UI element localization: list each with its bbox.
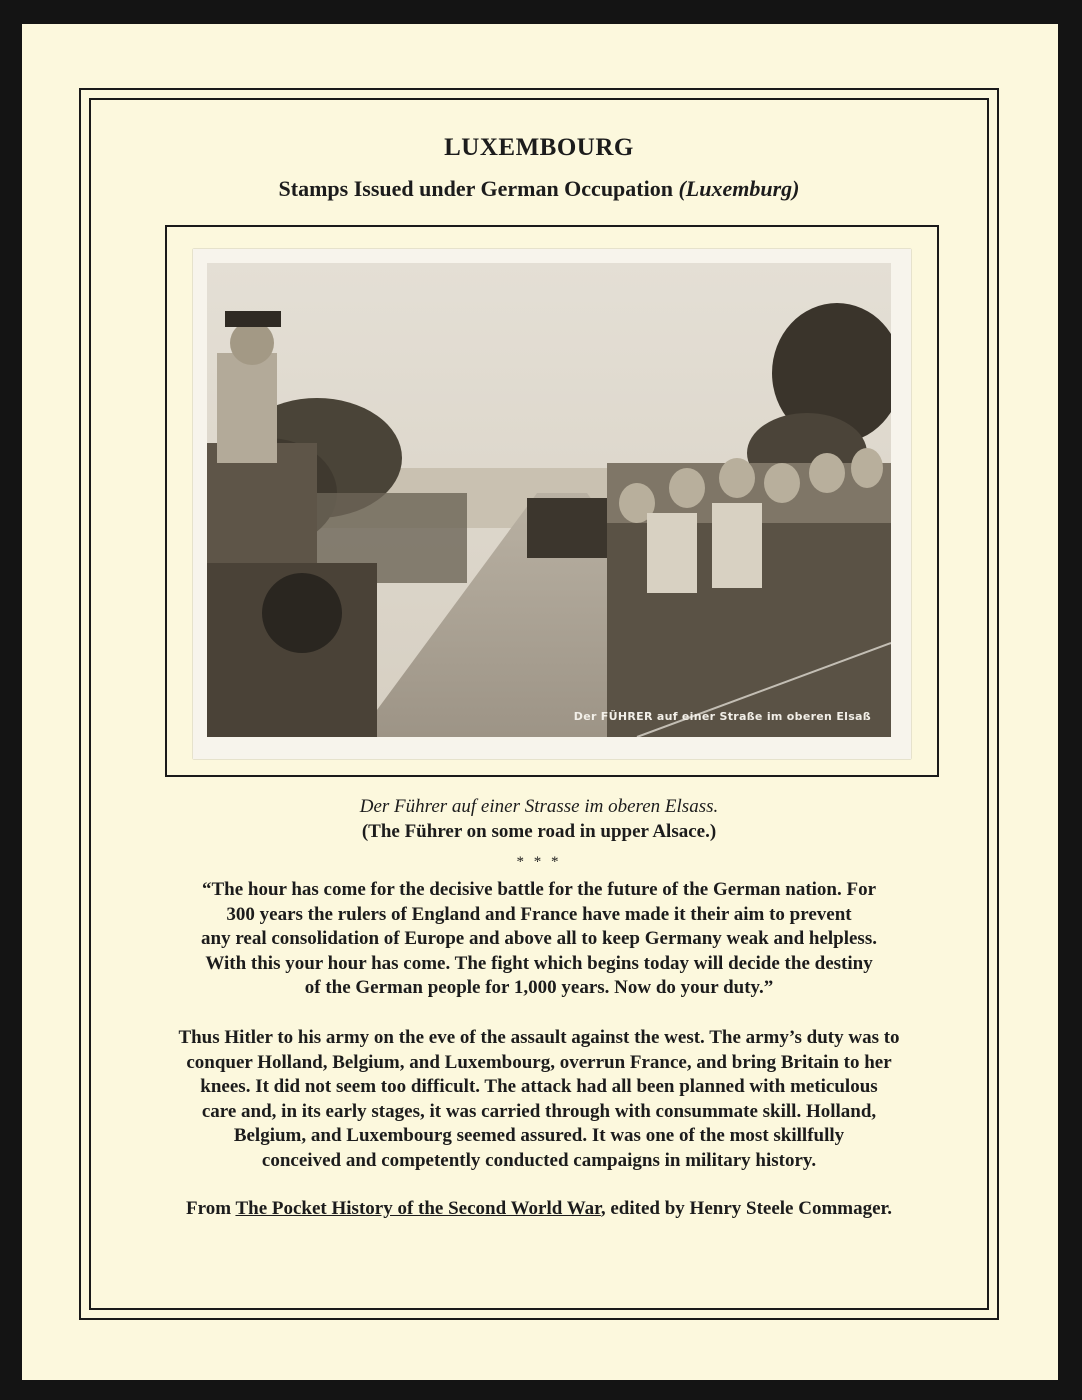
- subtitle-main: Stamps Issued under German Occupation: [278, 176, 673, 201]
- album-page: [22, 24, 1058, 1380]
- postcard: [193, 249, 911, 759]
- paragraph-line: knees. It did not seem too difficult. The attack had all been planned with meticulous: [200, 1076, 878, 1098]
- quote-line: “The hour has come for the decisive battle for the future of the German nation. For: [201, 879, 877, 900]
- paragraph-line: care and, in its early stages, it was carried through with consummate skill. Holland,: [201, 1100, 877, 1122]
- page-subtitle: [91, 176, 987, 202]
- caption-german: Der Führer auf einer Strasse im oberen Elsass.: [359, 796, 719, 817]
- source-prefix: From: [186, 1198, 232, 1219]
- paragraph-line: Thus Hitler to his army on the eve of the assault against the west. The army’s duty was to: [178, 1027, 900, 1048]
- paragraph-line: Belgium, and Luxembourg seemed assured. It was one of the most skillfully: [233, 1125, 845, 1147]
- page-title: LUXEMBOURG: [444, 134, 634, 161]
- hitler-quote: [131, 878, 947, 1001]
- historic-photo: [207, 263, 891, 737]
- paragraph-line: conceived and competently conducted campaigns in military history.: [261, 1149, 817, 1171]
- book-title-link[interactable]: The Pocket History of the Second World War: [235, 1198, 601, 1219]
- photo-mount: [165, 225, 939, 777]
- source-citation: [91, 1198, 987, 1220]
- caption-english: (The Führer on some road in upper Alsace.): [361, 821, 717, 842]
- photo-caption: [91, 794, 987, 844]
- outer-border: [79, 88, 999, 1320]
- source-suffix: , edited by Henry Steele Commager.: [600, 1198, 892, 1219]
- subtitle-italic: (Luxemburg): [678, 176, 800, 201]
- quote-line: any real consolidation of Europe and above all to keep Germany weak and helpless.: [201, 928, 877, 949]
- separator: * * *: [516, 854, 562, 870]
- photo-overlay-caption: Der FÜHRER auf einer Straße im oberen Elsaß: [573, 710, 871, 723]
- quote-line: 300 years the rulers of England and France have made it their aim to prevent: [226, 903, 852, 925]
- inner-border: [89, 98, 989, 1310]
- quote-line: With this your hour has come. The fight which begins today will decide the destiny: [205, 952, 873, 974]
- paragraph-line: conquer Holland, Belgium, and Luxembourg, overrun France, and bring Britain to her: [186, 1051, 892, 1073]
- commentary-paragraph: [121, 1026, 957, 1174]
- quote-line: of the German people for 1,000 years. Now do your duty.”: [304, 977, 774, 998]
- photo-scene-illustration: [207, 263, 891, 737]
